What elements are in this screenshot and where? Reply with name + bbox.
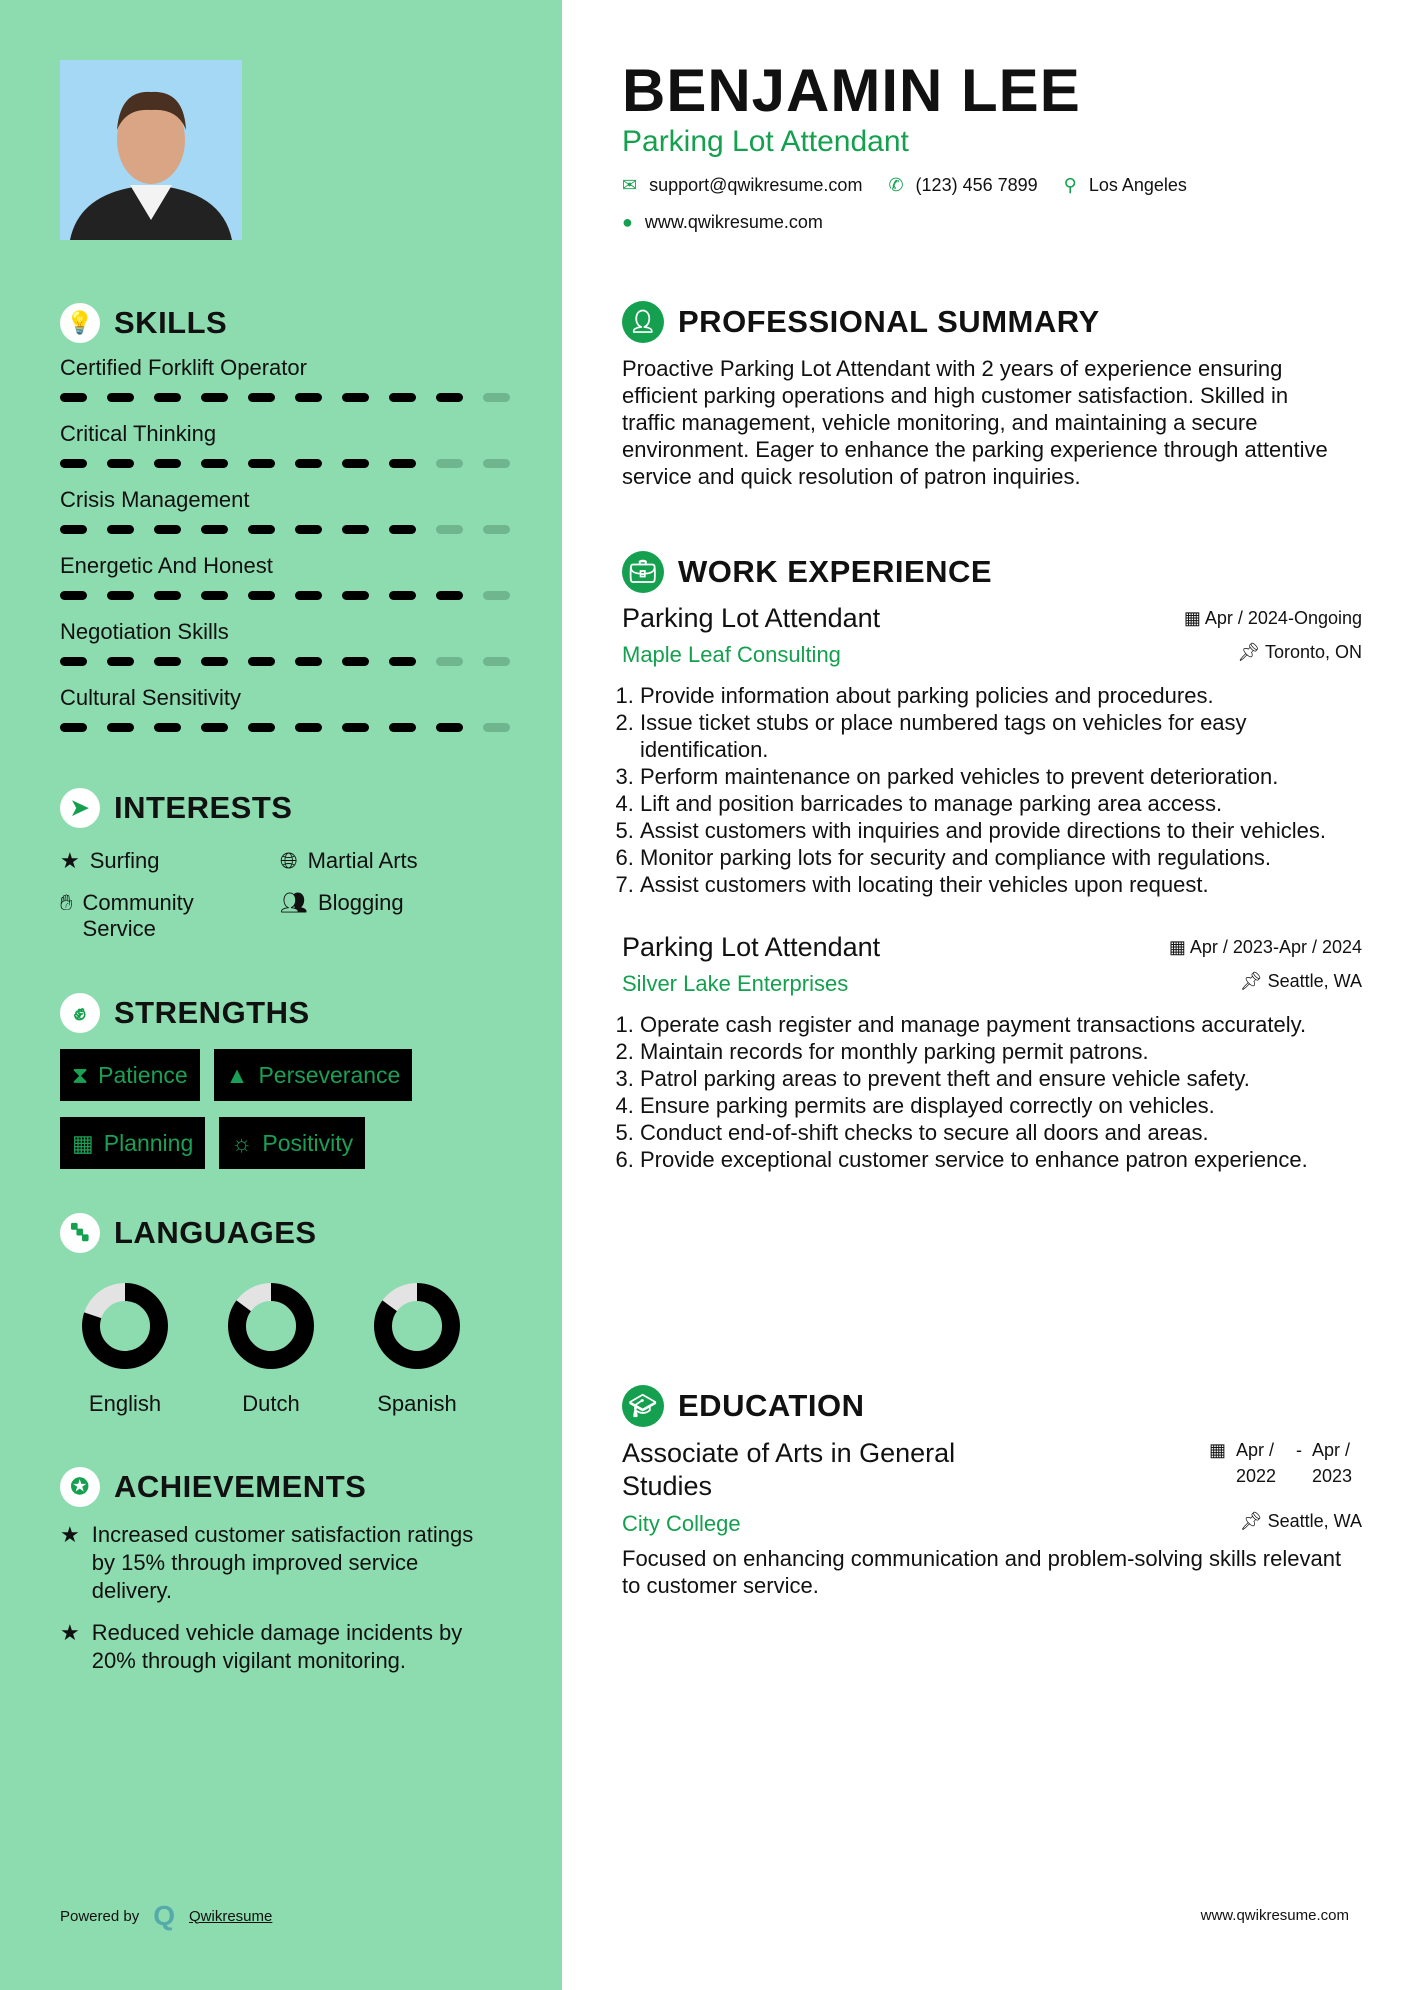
skill-dash — [201, 657, 228, 666]
hourglass-icon: ⧗ — [72, 1061, 89, 1088]
language-name: Spanish — [377, 1391, 457, 1416]
skill-dash — [60, 393, 87, 402]
language-donut — [372, 1281, 462, 1371]
pin-icon: 📌︎ — [1239, 1511, 1268, 1531]
translate-icon: 🔤︎ — [60, 1213, 100, 1253]
skill-dash — [107, 525, 134, 534]
skill-dash — [60, 723, 87, 732]
skill-dash — [60, 657, 87, 666]
summary-heading: 👤︎ PROFESSIONAL SUMMARY — [622, 301, 1362, 343]
skill-dash — [201, 393, 228, 402]
language-item — [216, 1281, 326, 1417]
strength-tag: ⧗ Patience — [60, 1049, 200, 1101]
skill-dash — [154, 459, 181, 468]
footer-url[interactable]: www.qwikresume.com — [1200, 1907, 1349, 1924]
skill-dash — [154, 657, 181, 666]
skill-item — [60, 421, 510, 487]
achievement-item: ★ Increased customer satisfaction ratings by 15% through improved service delivery. — [60, 1522, 474, 1603]
skill-dash — [248, 459, 275, 468]
duty-item: 5. Assist customers with inquiries and provide directions to their vehicles. — [640, 817, 1362, 844]
skill-dash — [436, 657, 463, 666]
skill-dash — [483, 591, 510, 600]
skill-dash — [295, 591, 322, 600]
job-position: Parking Lot Attendant — [622, 603, 881, 633]
skill-dash — [107, 393, 134, 402]
skill-dash — [342, 723, 369, 732]
skill-dash — [60, 525, 87, 534]
users-icon: 👥︎ — [280, 890, 308, 915]
language-donut — [80, 1281, 170, 1371]
skill-dash — [436, 393, 463, 402]
star-badge-icon: ✪ — [60, 1467, 100, 1507]
languages-heading: 🔤︎ LANGUAGES — [60, 1213, 540, 1253]
skill-level-bar — [60, 525, 510, 534]
summary-section — [622, 301, 1362, 490]
lightbulb-icon: 💡 — [60, 303, 100, 343]
skill-dash — [342, 591, 369, 600]
languages-section — [60, 1213, 540, 1417]
skill-dash — [60, 459, 87, 468]
skill-dash — [248, 591, 275, 600]
location: Los Angeles — [1088, 175, 1187, 195]
language-item — [70, 1281, 180, 1417]
skill-dash — [389, 459, 416, 468]
skill-dash — [107, 459, 134, 468]
skill-level-bar — [60, 459, 510, 468]
skills-heading: 💡 SKILLS — [60, 303, 510, 343]
pin-icon: 📌︎ — [1239, 971, 1268, 991]
skill-item — [60, 553, 510, 619]
phone: (123) 456 7899 — [915, 175, 1038, 195]
skill-dash — [154, 591, 181, 600]
strength-tag: ☼ Positivity — [219, 1117, 365, 1169]
strengths-section — [60, 993, 540, 1169]
strengths-heading: ✊︎ STRENGTHS — [60, 993, 540, 1033]
job-title: Parking Lot Attendant — [622, 125, 909, 158]
job-entry: Parking Lot Attendant ▦ Apr / 2024-Ongoing Maple Leaf Consulting 📌︎ Toronto, ON 1. Provide information about parking policies and procedures. 2. Issue ticket stubs or place numbered tags on vehicles for easy identification. 3. Perform maintenance on parked vehicles to prevent deterioration. 4. Lift and position barricades to manage parking area access. 5. Assist customers with inquiries and provide directions to their vehicles. 6. Monitor parking lots for security and compliance with regulations. 7. Assist customers with locating their vehicles upon request. — [622, 603, 1362, 898]
achievements-heading: ✪ ACHIEVEMENTS — [60, 1467, 500, 1507]
skill-dash — [436, 591, 463, 600]
road-icon: ▲ — [225, 1061, 249, 1088]
skill-level-bar — [60, 591, 510, 600]
interests-heading: ➤ INTERESTS — [60, 788, 540, 828]
job-duties — [622, 1011, 1362, 1173]
skill-dash — [483, 525, 510, 534]
education-text: Focused on enhancing communication and problem-solving skills relevant to customer service. — [622, 1546, 1342, 1598]
paper-plane-icon: ➤ — [60, 788, 100, 828]
skill-name: Critical Thinking — [60, 421, 217, 446]
calendar-icon: ▦ — [1208, 1440, 1226, 1460]
skill-dash — [201, 525, 228, 534]
skill-dash — [483, 459, 510, 468]
duty-item: 7. Assist customers with locating their vehicles upon request. — [640, 871, 1362, 898]
skill-dash — [154, 393, 181, 402]
skill-dash — [154, 525, 181, 534]
language-donut — [226, 1281, 316, 1371]
interest-item: ★ Surfing — [60, 848, 160, 873]
duty-item: 6. Provide exceptional customer service to enhance patron experience. — [640, 1146, 1362, 1173]
calendar-icon: ▦ — [72, 1129, 94, 1156]
skill-dash — [342, 657, 369, 666]
hand-icon: ✋︎ — [60, 890, 73, 915]
qwikresume-logo-icon: Q — [153, 1900, 175, 1931]
skill-dash — [342, 459, 369, 468]
skill-dash — [295, 723, 322, 732]
location-icon: ⚲ — [1063, 175, 1077, 195]
email-icon: ✉ — [622, 175, 638, 195]
skill-dash — [107, 723, 134, 732]
skill-dash — [248, 723, 275, 732]
company: Silver Lake Enterprises — [622, 971, 849, 996]
skill-dash — [60, 591, 87, 600]
school: City College — [622, 1511, 741, 1536]
stars-icon: ★ — [60, 1620, 80, 1645]
language-item — [362, 1281, 472, 1417]
skill-dash — [483, 723, 510, 732]
graduation-cap-icon: 🎓︎ — [622, 1385, 664, 1427]
globe-icon: 🌐︎ — [280, 848, 298, 873]
duty-item: 6. Monitor parking lots for security and compliance with regulations. — [640, 844, 1362, 871]
achievement-item: ★ Reduced vehicle damage incidents by 20% through vigilant monitoring. — [60, 1620, 463, 1673]
skill-dash — [107, 591, 134, 600]
skill-dash — [389, 591, 416, 600]
language-name: English — [88, 1391, 162, 1416]
duty-item: 2. Maintain records for monthly parking permit patrons. — [640, 1038, 1362, 1065]
interest-item: ✋︎ Community Service — [60, 890, 194, 941]
skill-name: Negotiation Skills — [60, 619, 229, 644]
skill-name: Energetic And Honest — [60, 553, 273, 578]
sun-icon: ☼ — [231, 1129, 253, 1156]
skill-dash — [295, 657, 322, 666]
skill-dash — [201, 591, 228, 600]
summary-text: Proactive Parking Lot Attendant with 2 years of experience ensuring efficient parking operations and high customer satisfaction. Skilled in traffic management, vehicle monitoring, and maintaining a secure environment. Eager to enhance the parking experience through attentive service and quick resolution of patron inquiries. — [622, 356, 1328, 489]
globe-icon: ● — [622, 212, 633, 232]
skill-dash — [342, 525, 369, 534]
skill-dash — [295, 525, 322, 534]
skill-dash — [107, 657, 134, 666]
fist-icon: ✊︎ — [60, 993, 100, 1033]
skill-dash — [248, 525, 275, 534]
degree: Associate of Arts in General Studies — [622, 1438, 956, 1501]
achievements-section — [60, 1467, 500, 1675]
skill-level-bar — [60, 723, 510, 732]
stars-icon: ★ — [60, 1522, 80, 1547]
skill-dash — [389, 393, 416, 402]
duty-item: 4. Ensure parking permits are displayed correctly on vehicles. — [640, 1092, 1362, 1119]
skill-dash — [483, 393, 510, 402]
skill-name: Crisis Management — [60, 487, 250, 512]
skill-dash — [201, 723, 228, 732]
skill-dash — [483, 657, 510, 666]
skill-dash — [201, 459, 228, 468]
calendar-icon: ▦ — [1183, 608, 1205, 628]
duty-item: 5. Conduct end-of-shift checks to secure all doors and areas. — [640, 1119, 1362, 1146]
duty-item: 1. Provide information about parking policies and procedures. — [640, 682, 1362, 709]
skill-level-bar — [60, 393, 510, 402]
duty-item: 3. Perform maintenance on parked vehicles to prevent deterioration. — [640, 763, 1362, 790]
skill-dash — [389, 723, 416, 732]
education-heading: 🎓︎ EDUCATION — [622, 1385, 1362, 1427]
email[interactable]: support@qwikresume.com — [649, 175, 863, 195]
skill-dash — [436, 723, 463, 732]
pin-icon: 📌︎ — [1237, 642, 1265, 662]
company: Maple Leaf Consulting — [622, 642, 841, 667]
duty-item: 1. Operate cash register and manage payment transactions accurately. — [640, 1011, 1362, 1038]
skill-dash — [154, 723, 181, 732]
skills-section — [60, 303, 510, 751]
skill-dash — [342, 393, 369, 402]
skill-item — [60, 619, 510, 685]
phone-icon: ✆ — [888, 175, 904, 195]
user-icon: 👤︎ — [622, 301, 664, 343]
skill-level-bar — [60, 657, 510, 666]
interest-item: 🌐︎ Martial Arts — [280, 848, 418, 873]
language-name: Dutch — [242, 1391, 300, 1416]
skill-item — [60, 355, 510, 421]
interest-item: 👥︎ Blogging — [280, 890, 404, 915]
skill-dash — [248, 393, 275, 402]
duty-item: 4. Lift and position barricades to manage parking area access. — [640, 790, 1362, 817]
skill-dash — [436, 525, 463, 534]
candidate-name: BENJAMIN LEE — [622, 57, 1081, 124]
skill-name: Certified Forklift Operator — [60, 355, 307, 380]
powered-by: Powered by Q Qwikresume — [60, 1900, 273, 1931]
strength-tag: ▦ Planning — [60, 1117, 205, 1169]
skill-dash — [248, 657, 275, 666]
duty-item: 2. Issue ticket stubs or place numbered tags on vehicles for easy identification. — [640, 709, 1362, 763]
skill-item — [60, 685, 510, 751]
skill-name: Cultural Sensitivity — [60, 685, 241, 710]
qwikresume-link[interactable]: Qwikresume — [189, 1907, 273, 1925]
profile-photo — [60, 60, 242, 240]
skill-dash — [389, 657, 416, 666]
duty-item: 3. Patrol parking areas to prevent theft and ensure vehicle safety. — [640, 1065, 1362, 1092]
education-section: 🎓︎ EDUCATION Associate of Arts in General Studies ▦ Apr / 2022 - Apr / 2023 City College 📌︎ Seattle, WA Focused on enhancing communication and problem-solving skills relevant to customer service. — [622, 1385, 1362, 1599]
job-duties — [622, 682, 1362, 898]
skill-dash — [295, 459, 322, 468]
skill-item — [60, 487, 510, 553]
skill-dash — [436, 459, 463, 468]
calendar-icon: ▦ — [1168, 937, 1190, 957]
briefcase-icon: 💼︎ — [622, 551, 664, 593]
header — [622, 56, 1362, 233]
website[interactable]: www.qwikresume.com — [644, 212, 823, 232]
interests-section — [60, 788, 540, 942]
star-icon: ★ — [60, 848, 80, 873]
skill-dash — [389, 525, 416, 534]
job-position: Parking Lot Attendant — [622, 932, 881, 962]
experience-section — [622, 551, 1362, 1173]
strength-tag: ▲ Perseverance — [214, 1049, 413, 1101]
skill-dash — [295, 393, 322, 402]
job-entry: Parking Lot Attendant ▦ Apr / 2023-Apr / 2024 Silver Lake Enterprises 📌︎ Seattle, WA 1. Operate cash register and manage payment transactions accurately. 2. Maintain records for monthly parking permit patrons. 3. Patrol parking areas to prevent theft and ensure vehicle safety. 4. Ensure parking permits are displayed correctly on vehicles. 5. Conduct end-of-shift checks to secure all doors and areas. 6. Provide exceptional customer service to enhance patron experience. — [622, 932, 1362, 1173]
experience-heading: 💼︎ WORK EXPERIENCE — [622, 551, 1362, 593]
